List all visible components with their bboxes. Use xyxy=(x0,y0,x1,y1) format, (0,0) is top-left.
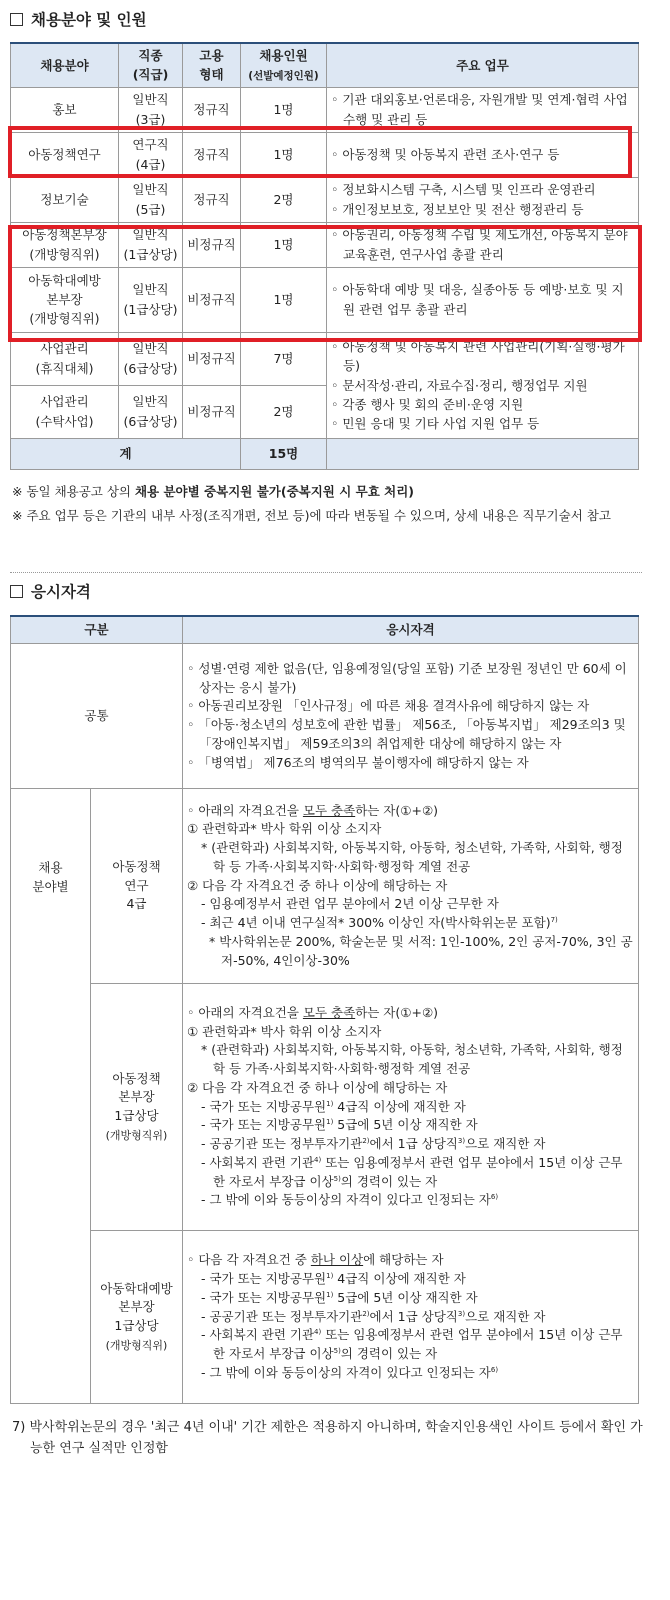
recruitment-header-row xyxy=(11,43,639,87)
checkbox-square-icon xyxy=(10,585,23,598)
field-a-row: 채용 분야별 아동정책 연구 4급 ◦ 아래의 자격요건을 모두 충족하는 자(①+②) ① 관련학과* 박사 학위 이상 소지자 * (관련학과) 사회복지학, 아동복지학, 아동학, 청소년학, 가족학, 사회학, 행정학 등 가족·사회복지학·사회학·행정학 계열 전공 ② 다음 각 자격요건 중 하나 이상에 해당하는 자 - 임용예정부서 관련 업무 분야에서 2년 이상 근무한 자 - 최근 4년 이내 연구실적* 300% 이상인 자(박사학위논문 포함)$^{7)}$ * 박사학위논문 200%, 학술논문 및 서적: 1인-100%, 2인 공저-70%, 3인 공저-50%, 4인이상-30% xyxy=(11,789,639,984)
by-field-label: 채용 분야별 xyxy=(11,789,91,1404)
note-duties-change: ※ 주요 업무 등은 기관의 내부 사정(조직개편, 전보 등)에 따라 변동될 수 있으며, 상세 내용은 직무기술서 참고 xyxy=(12,508,611,523)
checkbox-square-icon xyxy=(10,13,23,26)
header-field: 채용분야 xyxy=(11,43,119,87)
header-type: 고용 형태 xyxy=(183,43,241,87)
header-grade: 직종 (직급) xyxy=(119,43,183,87)
field-c-row: 아동학대예방 본부장 1급상당 (개방형직위) ◦ 다음 각 자격요건 중 하나 이상에 해당하는 자 - 국가 또는 지방공무원$^{1)}$ 4급직 이상에 재직한 자 - 국가 또는 지방공무원$^{1)}$ 5급에 5년 이상 재직한 자 - 공공기관 또는 정부투자기관$^{2)}$에서 1급 상당직$^{3)}$으로 재직한 자 - 사회복지 관련 기관$^{4)}$ 또는 임용예정부서 관련 업무 분야에서 15년 이상 근무한 자로서 부장급 이상$^{5)}$의 경력이 있는 자 - 그 밖에 이와 동등이상의 자격이 있다고 인정되는 자$^{6)}$ xyxy=(11,1231,639,1404)
section2-title: 응시자격 xyxy=(10,580,91,602)
table-row: 아동정책본부장 (개방형직위) 일반직 (1급상당) 비정규직 1명 ◦ 아동권리, 아동정책 수립 및 제도개선, 아동복지 분야 교육훈련, 연구사업 총괄 관리 xyxy=(11,222,639,267)
table-row: 정보기술 일반직 (5급) 정규직 2명 ◦ 정보화시스템 구축, 시스템 및 인프라 운영관리 ◦ 개인정보보호, 정보보안 및 전산 행정관리 등 xyxy=(11,177,639,222)
header-count: 채용인원 (선발예정인원) xyxy=(241,43,327,87)
table-row: 사업관리 (휴직대체) 일반직 (6급상당) 비정규직 7명 ◦ 아동정책 및 아동복지 관련 사업관리(기획·실행·평가 등) ◦ 문서작성·관리, 자료수집·정리, 행정업무 지원 ◦ 각종 행사 및 회의 준비·운영 지원 ◦ 민원 응대 및 기타 사업 지원 업무 등 xyxy=(11,332,639,385)
table-row: 사업관리 (수탁사업) 일반직 (6급상당) 비정규직 2명 xyxy=(11,385,639,438)
common-row: 공통 ◦ 성별·연령 제한 없음(단, 임용예정일(당일 포함) 기준 보장원 정년인 만 60세 이상자는 응시 불가) ◦ 아동권리보장원 「인사규정」에 따른 채용 결격사유에 해당하지 않는 자 ◦ 「아동·청소년의 성보호에 관한 법률」 제56조, 「아동복지법」 제29조의3 및 「장애인복지법」 제59조의3의 취업제한 대상에 해당하지 않는 자 ◦ 「병역법」 제76조의 병역의무 불이행자에 해당하지 않는 자 xyxy=(11,644,639,789)
header-duties: 주요 업무 xyxy=(327,43,639,87)
qualification-table xyxy=(10,615,639,1404)
total-row: 계 15명 xyxy=(11,438,639,469)
table-row: 아동정책연구 연구직 (4급) 정규직 1명 ◦ 아동정책 및 아동복지 관련 조사·연구 등 xyxy=(11,132,639,177)
shared-duties-cell: ◦ 아동정책 및 아동복지 관련 사업관리(기획·실행·평가 등) ◦ 문서작성·관리, 자료수집·정리, 행정업무 지원 ◦ 각종 행사 및 회의 준비·운영 지원 ◦ 민원 응대 및 기타 사업 지원 업무 등 xyxy=(327,332,639,438)
qualification-header-row: 구분 응시자격 xyxy=(11,616,639,644)
section1-title: 채용분야 및 인원 xyxy=(10,8,147,30)
footnote-7: 7) 박사학위논문의 경우 '최근 4년 이내' 기간 제한은 적용하지 아니하며, 학술지인용색인 사이트 등에서 확인 가능한 연구 실적만 인정함 xyxy=(12,1420,643,1456)
recruitment-table xyxy=(10,42,639,470)
note-duplicate-apply: ※ 동일 채용공고 상의 채용 분야별 중복지원 불가(중복지원 시 무효 처리) xyxy=(12,484,415,499)
section-divider xyxy=(10,572,642,573)
table-row: 아동학대예방 본부장 (개방형직위) 일반직 (1급상당) 비정규직 1명 ◦ 아동학대 예방 및 대응, 실종아동 등 예방·보호 및 지원 관련 업무 총괄 관리 xyxy=(11,267,639,332)
table-row: 홍보 일반직 (3급) 정규직 1명 ◦ 기관 대외홍보·언론대응, 자원개발 및 연계·협력 사업 수행 및 관리 등 xyxy=(11,87,639,132)
field-b-row: 아동정책 본부장 1급상당 (개방형직위) ◦ 아래의 자격요건을 모두 충족하는 자(①+②) ① 관련학과* 박사 학위 이상 소지자 * (관련학과) 사회복지학, 아동복지학, 아동학, 청소년학, 가족학, 사회학, 행정학 등 가족·사회복지학·사회학·행정학 계열 전공 ② 다음 각 자격요건 중 하나 이상에 해당하는 자 - 국가 또는 지방공무원$^{1)}$ 4급직 이상에 재직한 자 - 국가 또는 지방공무원$^{1)}$ 5급에 5년 이상 재직한 자 - 공공기관 또는 정부투자기관$^{2)}$에서 1급 상당직$^{3)}$으로 재직한 자 - 사회복지 관련 기관$^{4)}$ 또는 임용예정부서 관련 업무 분야에서 15년 이상 근무한 자로서 부장급 이상$^{5)}$의 경력이 있는 자 - 그 밖에 이와 동등이상의 자격이 있다고 인정되는 자$^{6)}$ xyxy=(11,984,639,1231)
